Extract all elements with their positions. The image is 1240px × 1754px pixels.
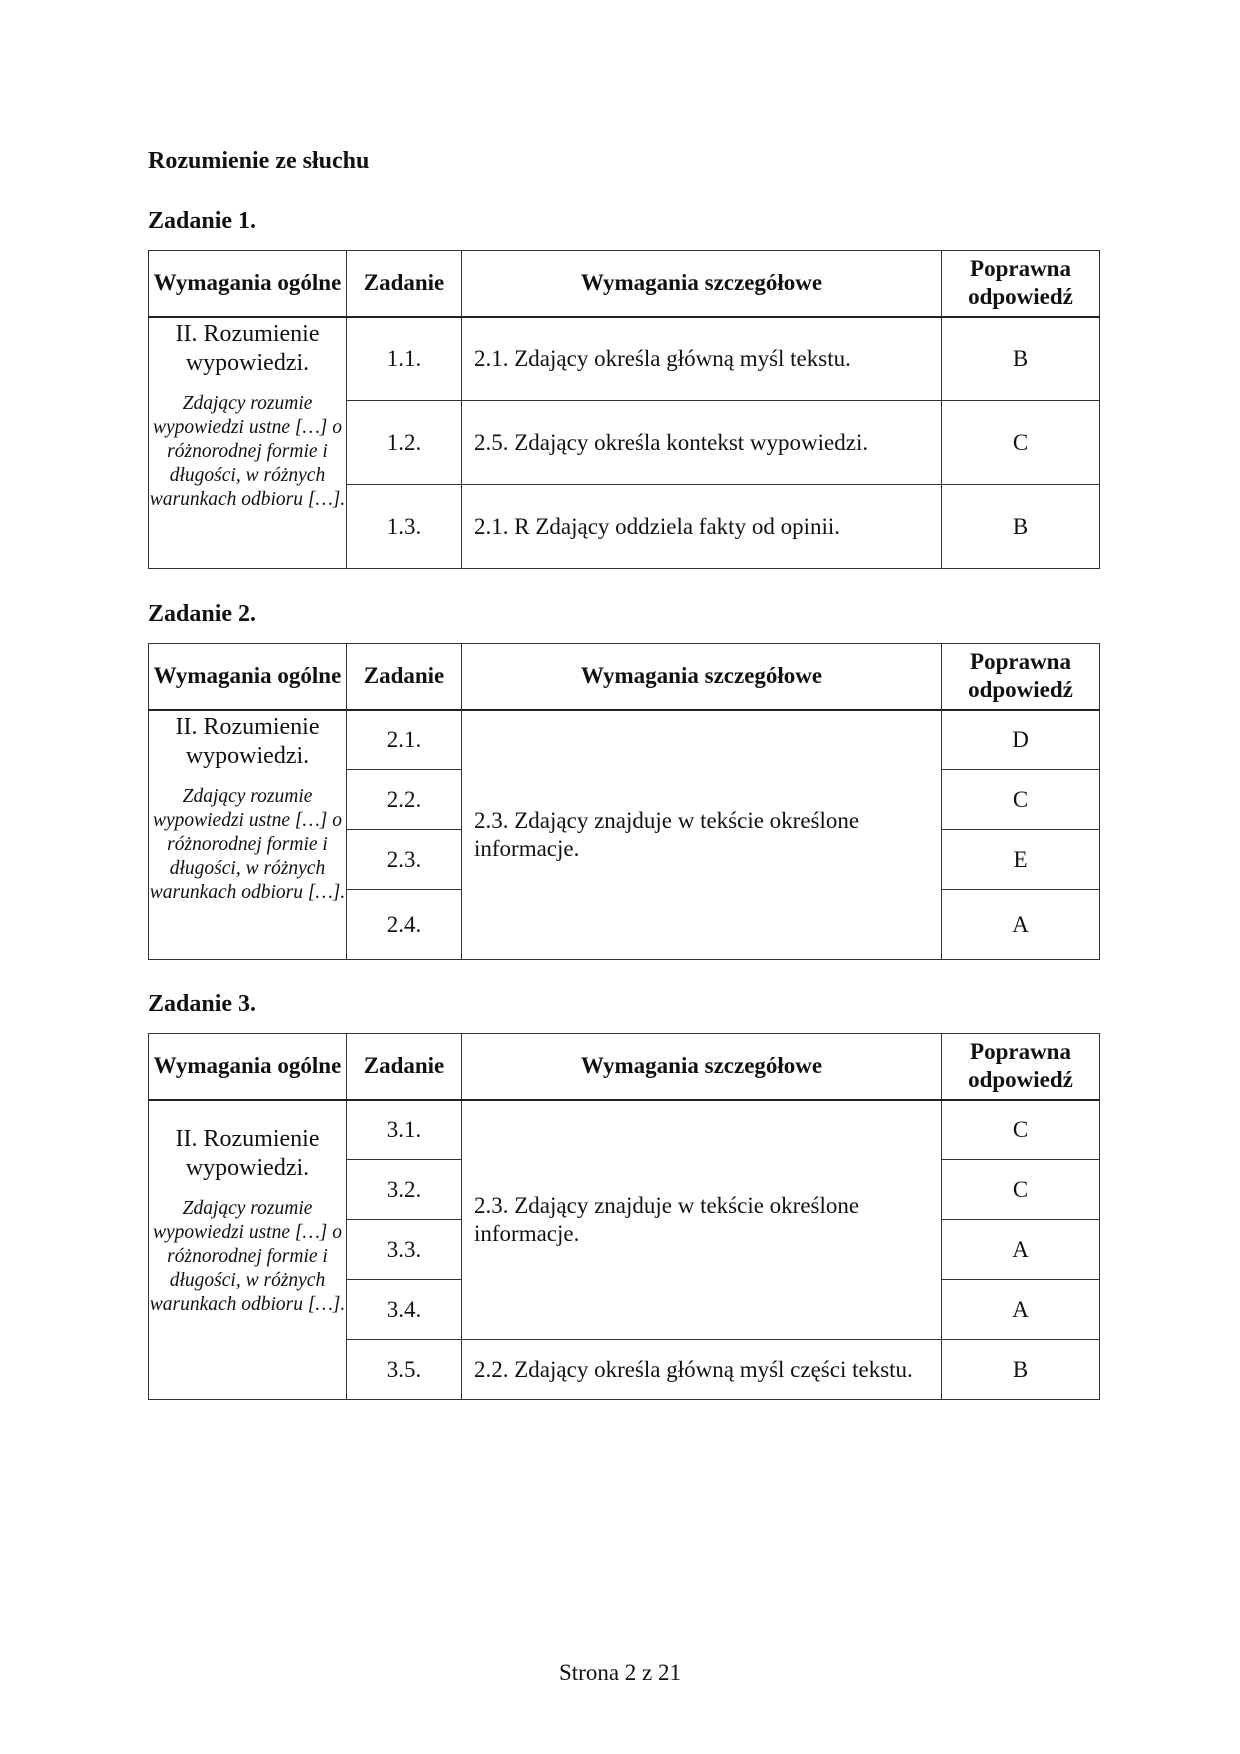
answer: A <box>942 890 1100 960</box>
header-answer: Poprawna odpowiedź <box>942 251 1100 317</box>
answer: C <box>942 1160 1100 1220</box>
detailed-requirement: 2.3. Zdający znajduje w tekście określone informacje. <box>462 1100 942 1340</box>
task-number: 3.2. <box>347 1160 462 1220</box>
answer: B <box>942 1340 1100 1400</box>
general-requirement-sub: Zdający rozumie wypowiedzi ustne […] o różnorodnej formie i długości, w różnych warunkach odbioru […]. <box>149 1197 346 1315</box>
header-answer: Poprawna odpowiedź <box>942 1034 1100 1100</box>
header-detailed: Wymagania szczegółowe <box>462 251 942 317</box>
task-1-title: Zadanie 1. <box>148 208 257 234</box>
general-requirement-main: II. Rozumienie wypowiedzi. <box>175 320 320 376</box>
task-3-title: Zadanie 3. <box>148 991 257 1017</box>
task-3-table <box>148 1033 1100 1400</box>
task-2-title: Zadanie 2. <box>148 601 257 627</box>
answer: B <box>942 317 1100 401</box>
detailed-requirement: 2.1. Zdający określa główną myśl tekstu. <box>462 317 942 401</box>
header-general: Wymagania ogólne <box>149 251 347 317</box>
answer: E <box>942 830 1100 890</box>
header-detailed: Wymagania szczegółowe <box>462 644 942 710</box>
detailed-requirement: 2.5. Zdający określa kontekst wypowiedzi. <box>462 401 942 485</box>
answer: A <box>942 1280 1100 1340</box>
task-number: 1.3. <box>347 485 462 569</box>
task-number: 2.3. <box>347 830 462 890</box>
task-number: 1.2. <box>347 401 462 485</box>
task-number: 3.5. <box>347 1340 462 1400</box>
answer: A <box>942 1220 1100 1280</box>
answer: D <box>942 710 1100 770</box>
task-number: 3.3. <box>347 1220 462 1280</box>
answer: C <box>942 1100 1100 1160</box>
general-requirement-sub: Zdający rozumie wypowiedzi ustne […] o różnorodnej formie i długości, w różnych warunkach odbioru […]. <box>149 392 346 510</box>
general-requirement-cell <box>149 317 347 569</box>
detailed-requirement: 2.2. Zdający określa główną myśl części tekstu. <box>462 1340 942 1400</box>
header-detailed: Wymagania szczegółowe <box>462 1034 942 1100</box>
task-number: 3.1. <box>347 1100 462 1160</box>
general-requirement-main: II. Rozumienie wypowiedzi. <box>175 713 320 769</box>
header-task: Zadanie <box>347 1034 462 1100</box>
answer: C <box>942 770 1100 830</box>
task-2-table <box>148 643 1100 960</box>
task-number: 1.1. <box>347 317 462 401</box>
general-requirement-cell <box>149 710 347 960</box>
section-title: Rozumienie ze słuchu <box>148 148 370 174</box>
task-number: 2.1. <box>347 710 462 770</box>
detailed-requirement: 2.1. R Zdający oddziela fakty od opinii. <box>462 485 942 569</box>
header-task: Zadanie <box>347 251 462 317</box>
header-general: Wymagania ogólne <box>149 644 347 710</box>
task-1-table <box>148 250 1100 569</box>
general-requirement-cell <box>149 1100 347 1400</box>
header-general: Wymagania ogólne <box>149 1034 347 1100</box>
header-task: Zadanie <box>347 644 462 710</box>
task-number: 2.2. <box>347 770 462 830</box>
detailed-requirement: 2.3. Zdający znajduje w tekście określone informacje. <box>462 710 942 960</box>
task-number: 2.4. <box>347 890 462 960</box>
header-answer: Poprawna odpowiedź <box>942 644 1100 710</box>
task-number: 3.4. <box>347 1280 462 1340</box>
general-requirement-main: II. Rozumienie wypowiedzi. <box>175 1125 320 1181</box>
page-number: Strona 2 z 21 <box>558 1660 681 1685</box>
answer: B <box>942 485 1100 569</box>
answer: C <box>942 401 1100 485</box>
general-requirement-sub: Zdający rozumie wypowiedzi ustne […] o różnorodnej formie i długości, w różnych warunkach odbioru […]. <box>149 785 346 903</box>
